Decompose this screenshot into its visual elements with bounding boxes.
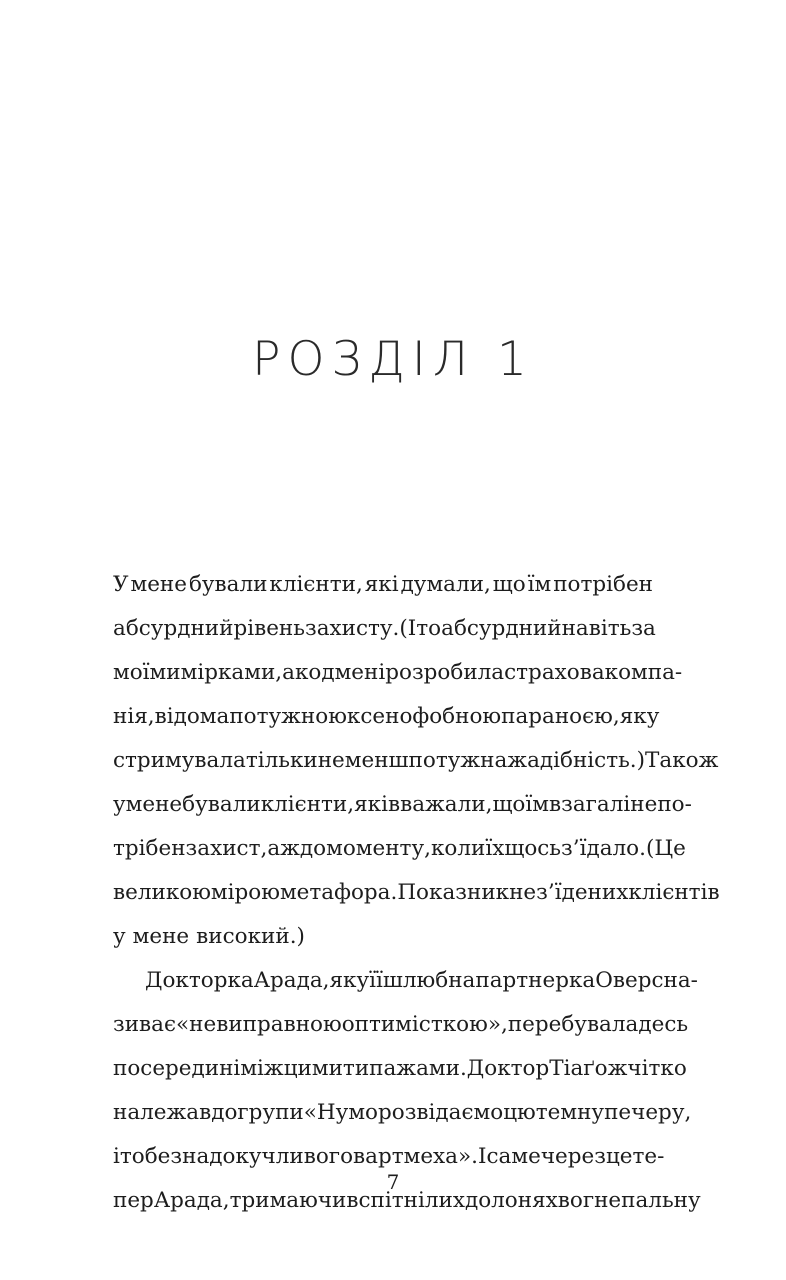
word: навіть: [561, 616, 632, 641]
chapter-title: РОЗДІЛ 1: [252, 332, 534, 387]
word: то: [416, 616, 442, 641]
word: зиває: [113, 1012, 177, 1037]
word: яку: [619, 704, 660, 729]
word: «невиправною: [176, 1012, 342, 1037]
word: які: [354, 792, 388, 817]
word: Арада,: [253, 968, 330, 993]
text-line: [113, 695, 660, 739]
word: захист,: [185, 836, 268, 861]
word: абсурдний: [113, 616, 234, 641]
word: за: [631, 616, 656, 641]
word: вогнепальну: [557, 1188, 701, 1213]
word: спітнілих: [358, 1188, 465, 1213]
word: потрібен: [553, 572, 653, 597]
word: бували: [188, 572, 268, 597]
word: не: [630, 792, 658, 817]
word: клієнти,: [260, 792, 355, 817]
word: Тіаґо: [549, 1056, 608, 1081]
word: десь: [638, 1012, 689, 1037]
word: що: [492, 572, 526, 597]
word: у: [113, 924, 126, 949]
word: групи: [237, 1100, 304, 1125]
word: моменту,: [326, 836, 431, 861]
word: думали,: [400, 572, 491, 597]
word: трібен: [113, 836, 186, 861]
word: мірками,: [180, 660, 283, 685]
word: те-: [632, 1144, 665, 1169]
word: без: [144, 1144, 183, 1169]
word: Арада,: [153, 1188, 230, 1213]
word: нія,: [113, 704, 155, 729]
word: їм: [525, 792, 549, 817]
word: (І: [399, 616, 417, 641]
word: високий.): [196, 924, 305, 949]
word: то: [119, 1144, 145, 1169]
word: клієнти,: [269, 572, 363, 597]
word: вважали,: [387, 792, 493, 817]
word: моїми: [113, 660, 181, 685]
word: що: [492, 792, 526, 817]
word: в: [346, 1188, 359, 1213]
text-line: [113, 871, 720, 915]
word: мене: [132, 924, 190, 949]
word: перебувала: [507, 1012, 639, 1037]
word: належав: [113, 1100, 212, 1125]
word: їх: [485, 836, 505, 861]
word: на-: [663, 968, 698, 993]
word: розробила: [385, 660, 505, 685]
word: великою: [113, 880, 211, 905]
word: код: [294, 660, 335, 685]
word: розвідаємо: [378, 1100, 504, 1125]
text-line: [113, 959, 698, 1003]
word: потужна: [408, 748, 508, 773]
word: це: [605, 1144, 633, 1169]
word: пер: [113, 1188, 154, 1213]
text-line: [113, 1091, 692, 1135]
text-line: [113, 783, 692, 827]
word: по-: [657, 792, 692, 817]
word: Показник: [397, 880, 510, 905]
word: коли: [430, 836, 486, 861]
word: нез’їдених: [509, 880, 629, 905]
word: І: [478, 1144, 487, 1169]
word: надокучливого: [182, 1144, 354, 1169]
word: до: [299, 836, 327, 861]
word: її: [369, 968, 383, 993]
word: стримувала: [113, 748, 246, 773]
word: (Це: [645, 836, 686, 861]
word: компа-: [604, 660, 683, 685]
word: відома: [154, 704, 230, 729]
word: клієнтів: [628, 880, 720, 905]
word: вартмеха».: [353, 1144, 478, 1169]
text-line: [113, 1003, 689, 1047]
word: з’їдало.: [561, 836, 646, 861]
word: потужною: [229, 704, 347, 729]
word: у: [113, 792, 126, 817]
word: щось: [504, 836, 562, 861]
text-line: [113, 1047, 687, 1091]
text-line: [113, 607, 656, 651]
text-line: [113, 827, 686, 871]
word: між: [240, 1056, 284, 1081]
word: чітко: [627, 1056, 687, 1081]
word: печеру,: [604, 1100, 692, 1125]
word: У: [113, 572, 129, 597]
word: типажами.: [342, 1056, 467, 1081]
word: посередині: [113, 1056, 241, 1081]
word: Докторка: [145, 968, 254, 993]
word: які: [364, 572, 399, 597]
word: саме: [486, 1144, 541, 1169]
word: менш: [344, 748, 409, 773]
word: ксенофобною: [346, 704, 502, 729]
word: тільки: [245, 748, 318, 773]
text-line: [113, 651, 683, 695]
word: цю: [503, 1100, 536, 1125]
text-line: [113, 563, 653, 607]
word: ж: [607, 1056, 628, 1081]
word: аж: [267, 836, 300, 861]
word: шлюбна: [382, 968, 476, 993]
word: Також: [645, 748, 719, 773]
word: страхова: [504, 660, 605, 685]
word: темну: [535, 1100, 605, 1125]
word: абсурдний: [441, 616, 562, 641]
word: яку: [329, 968, 370, 993]
word: захисту.: [304, 616, 400, 641]
text-line: [113, 915, 653, 959]
word: мені: [334, 660, 386, 685]
word: Доктор: [466, 1056, 550, 1081]
word: Оверс: [595, 968, 664, 993]
word: жадібність.): [507, 748, 646, 773]
word: і: [113, 1144, 120, 1169]
body-text: [113, 563, 720, 1223]
word: рівень: [233, 616, 305, 641]
word: параноєю,: [501, 704, 620, 729]
word: долонях: [464, 1188, 558, 1213]
word: бували: [182, 792, 261, 817]
word: тримаючи: [229, 1188, 347, 1213]
word: мене: [125, 792, 183, 817]
word: їм: [527, 572, 552, 597]
word: метафора.: [279, 880, 398, 905]
word: через: [540, 1144, 606, 1169]
word: мене: [130, 572, 187, 597]
word: до: [211, 1100, 238, 1125]
word: а: [282, 660, 295, 685]
word: не: [317, 748, 345, 773]
page-number: 7: [386, 1170, 400, 1194]
word: взагалі: [548, 792, 631, 817]
word: оптимісткою»,: [341, 1012, 508, 1037]
word: партнерка: [475, 968, 596, 993]
word: «Нумо: [303, 1100, 378, 1125]
word: цими: [283, 1056, 343, 1081]
text-line: [113, 739, 719, 783]
word: мірою: [210, 880, 280, 905]
